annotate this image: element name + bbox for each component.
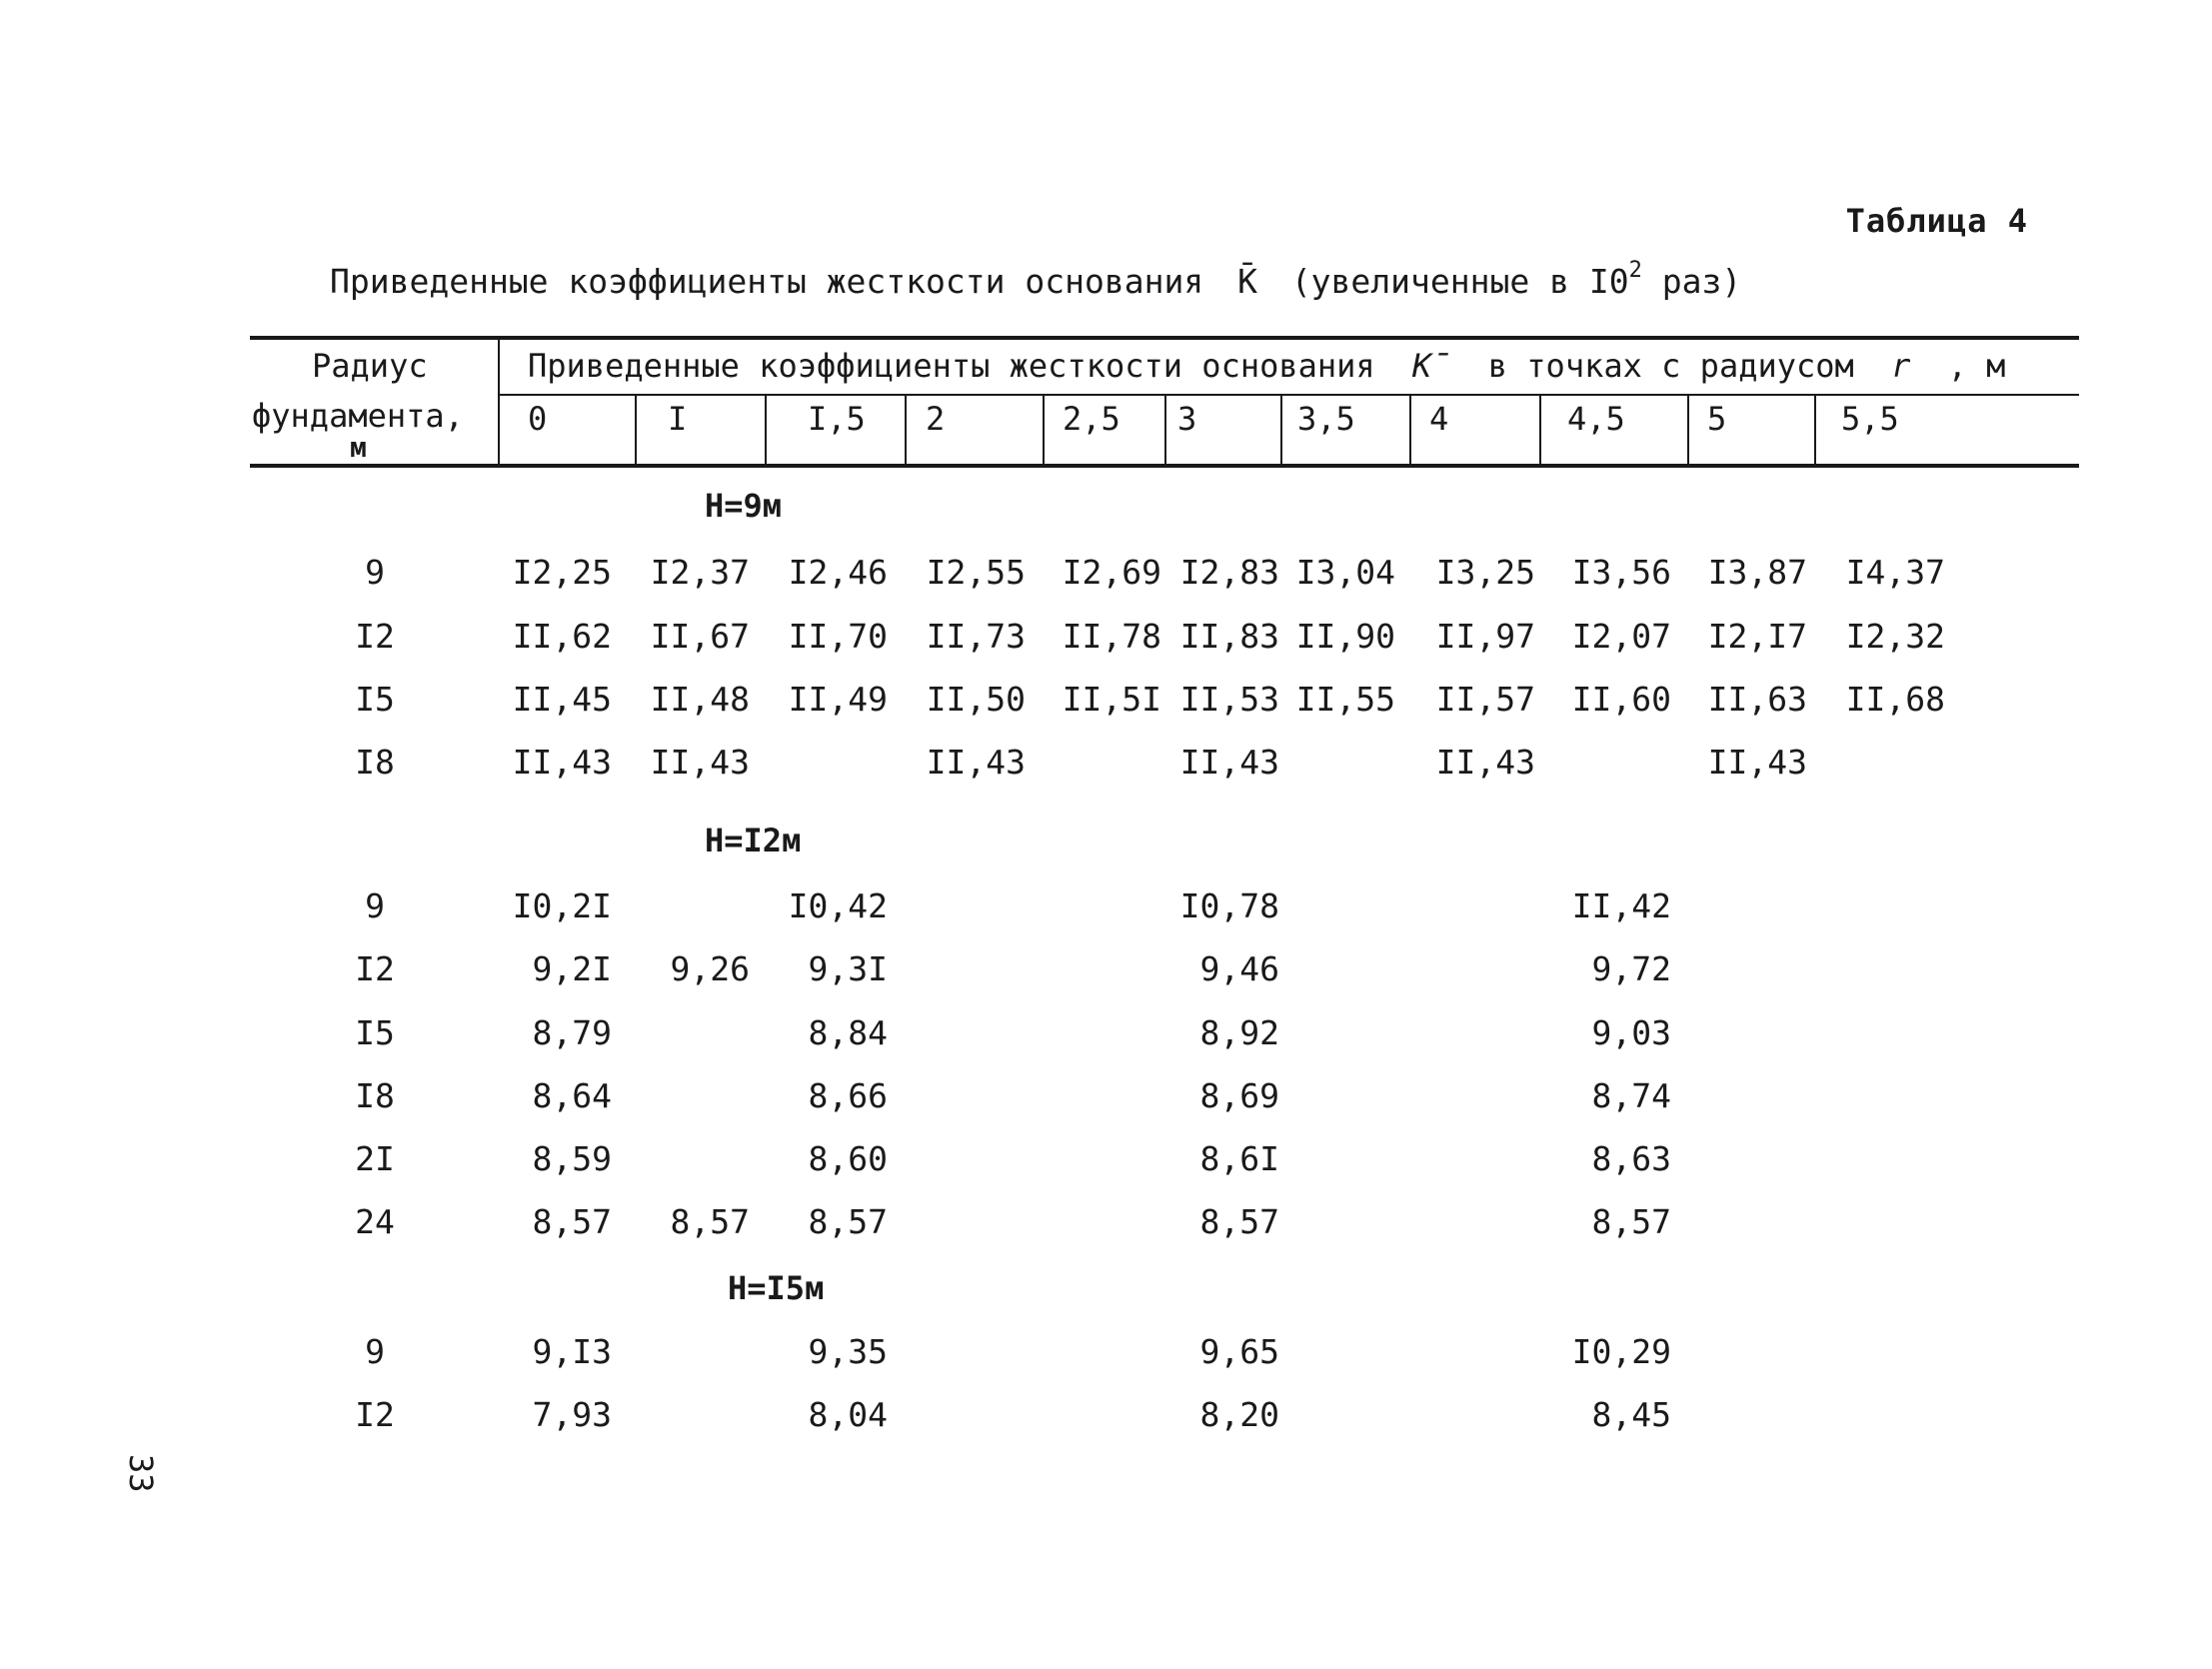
table-cell: II,55 <box>1295 680 1395 719</box>
col-divider <box>1280 396 1282 466</box>
col-header: 5 <box>1707 400 1727 438</box>
col-divider <box>765 396 767 466</box>
table-cell: 8,04 <box>808 1395 888 1434</box>
col-header: I,5 <box>808 400 866 438</box>
table-cell: I3,87 <box>1707 553 1807 592</box>
table-cell: II,50 <box>926 680 1026 719</box>
table-cell: I3,25 <box>1435 553 1535 592</box>
caption-symbol: K̄ <box>1237 262 1257 301</box>
table-cell: I2,25 <box>512 553 612 592</box>
table-top-rule <box>250 336 2079 340</box>
section-label: H=I2м <box>705 822 802 859</box>
table-cell: II,43 <box>1707 743 1807 782</box>
row-radius: 9 <box>365 553 385 592</box>
table-cell: 7,93 <box>532 1395 612 1434</box>
page-number: 33 <box>122 1454 160 1493</box>
table-cell: 8,57 <box>670 1202 750 1241</box>
table-cell: II,43 <box>1435 743 1535 782</box>
group-header <box>528 347 2006 385</box>
table-cell: 9,26 <box>670 949 750 988</box>
table-cell: I0,29 <box>1571 1332 1671 1371</box>
table-cell: 8,69 <box>1199 1076 1279 1115</box>
table-number: Таблица 4 <box>1845 202 2028 240</box>
table-cell: 8,64 <box>532 1076 612 1115</box>
group-header-symbol: K̄ <box>1411 347 1451 385</box>
caption-prefix: Приведенные коэффициенты жесткости основания <box>330 262 1204 301</box>
table-cell: 9,2I <box>532 949 612 988</box>
table-cell: I4,37 <box>1845 553 1945 592</box>
section-label: H=9м <box>705 487 783 525</box>
table-cell: I0,2I <box>512 886 612 925</box>
table-cell: II,90 <box>1295 617 1395 656</box>
row-header-line2: фундамента, <box>252 397 464 435</box>
table-cell: 8,74 <box>1591 1076 1671 1115</box>
row-radius: I5 <box>355 1013 395 1052</box>
row-radius: I8 <box>355 1076 395 1115</box>
col-header: 3,5 <box>1297 400 1355 438</box>
table-cell: II,97 <box>1435 617 1535 656</box>
table-cell: 9,65 <box>1199 1332 1279 1371</box>
table-cell: II,68 <box>1845 680 1945 719</box>
col-divider <box>1409 396 1411 466</box>
col-header: 2,5 <box>1063 400 1120 438</box>
col-divider <box>1043 396 1045 466</box>
table-cell: I0,42 <box>788 886 888 925</box>
table-cell: 8,63 <box>1591 1139 1671 1178</box>
table-cell: 8,66 <box>808 1076 888 1115</box>
table-cell: 8,84 <box>808 1013 888 1052</box>
table-cell: 8,20 <box>1199 1395 1279 1434</box>
caption-base: I0 <box>1588 262 1629 301</box>
table-cell: II,5I <box>1062 680 1161 719</box>
table-cell: I2,32 <box>1845 617 1945 656</box>
table-cell: 8,60 <box>808 1139 888 1178</box>
col-divider <box>1687 396 1689 466</box>
table-cell: I2,46 <box>788 553 888 592</box>
section-label: H=I5м <box>728 1269 825 1307</box>
row-radius: I2 <box>355 617 395 656</box>
table-cell: II,43 <box>650 743 750 782</box>
table-cell: 8,92 <box>1199 1013 1279 1052</box>
group-header-mid: в точках с радиусом <box>1487 347 1854 385</box>
table-cell: II,42 <box>1571 886 1671 925</box>
table-cell: 9,46 <box>1199 949 1279 988</box>
col-divider <box>1814 396 1816 466</box>
table-cell: II,49 <box>788 680 888 719</box>
col-divider <box>635 396 637 466</box>
table-cell: 9,35 <box>808 1332 888 1371</box>
caption-exp: 2 <box>1628 258 1642 283</box>
table-cell: 8,6I <box>1199 1139 1279 1178</box>
table-cell: II,45 <box>512 680 612 719</box>
table-cell: I3,56 <box>1571 553 1671 592</box>
col-header: 4,5 <box>1567 400 1625 438</box>
table-cell: II,43 <box>512 743 612 782</box>
col-divider <box>1539 396 1541 466</box>
row-radius: 9 <box>365 1332 385 1371</box>
table-cell: II,78 <box>1062 617 1161 656</box>
table-cell: II,48 <box>650 680 750 719</box>
row-header-line1: Радиус <box>312 347 428 385</box>
row-radius: 2I <box>355 1139 395 1178</box>
row-radius: 9 <box>365 886 385 925</box>
col-divider <box>905 396 907 466</box>
col-header: 3 <box>1177 400 1197 438</box>
header-divider <box>498 338 500 466</box>
row-radius: I2 <box>355 949 395 988</box>
table-cell: II,70 <box>788 617 888 656</box>
col-divider <box>1164 396 1166 466</box>
table-cell: 9,72 <box>1591 949 1671 988</box>
table-cell: II,43 <box>1179 743 1279 782</box>
header-mid-rule <box>500 394 2079 396</box>
group-header-text: Приведенные коэффициенты жесткости основания <box>528 347 1375 385</box>
table-cell: I3,04 <box>1295 553 1395 592</box>
col-header: 5,5 <box>1841 400 1899 438</box>
col-header: 4 <box>1429 400 1449 438</box>
table-cell: I2,83 <box>1179 553 1279 592</box>
table-cell: 8,57 <box>532 1202 612 1241</box>
table-cell: I2,I7 <box>1707 617 1807 656</box>
caption-paren-close: раз) <box>1661 262 1742 301</box>
table-cell: II,43 <box>926 743 1026 782</box>
row-radius: 24 <box>355 1202 395 1241</box>
table-cell: 8,57 <box>1199 1202 1279 1241</box>
table-cell: 8,79 <box>532 1013 612 1052</box>
table-cell: 9,03 <box>1591 1013 1671 1052</box>
table-cell: II,67 <box>650 617 750 656</box>
table-cell: II,73 <box>926 617 1026 656</box>
table-cell: 9,3I <box>808 949 888 988</box>
table-cell: 9,I3 <box>532 1332 612 1371</box>
table-cell: II,62 <box>512 617 612 656</box>
table-cell: I0,78 <box>1179 886 1279 925</box>
group-header-var: r <box>1891 347 1911 385</box>
table-cell: II,83 <box>1179 617 1279 656</box>
table-cell: 8,59 <box>532 1139 612 1178</box>
table-caption <box>330 258 1742 301</box>
table-cell: 8,45 <box>1591 1395 1671 1434</box>
table-cell: II,60 <box>1571 680 1671 719</box>
row-radius: I8 <box>355 743 395 782</box>
table-cell: I2,37 <box>650 553 750 592</box>
table-cell: II,53 <box>1179 680 1279 719</box>
caption-paren-open: (увеличенные в <box>1290 262 1569 301</box>
col-header: 0 <box>528 400 548 438</box>
table-cell: I2,55 <box>926 553 1026 592</box>
col-header: 2 <box>926 400 946 438</box>
table-cell: II,63 <box>1707 680 1807 719</box>
table-cell: 8,57 <box>1591 1202 1671 1241</box>
group-header-unit: , м <box>1947 347 2006 385</box>
col-header: I <box>668 400 688 438</box>
row-header-line3: м <box>350 431 367 464</box>
row-radius: I2 <box>355 1395 395 1434</box>
table-cell: 8,57 <box>808 1202 888 1241</box>
row-radius: I5 <box>355 680 395 719</box>
table-cell: I2,07 <box>1571 617 1671 656</box>
table-cell: I2,69 <box>1062 553 1161 592</box>
table-cell: II,57 <box>1435 680 1535 719</box>
